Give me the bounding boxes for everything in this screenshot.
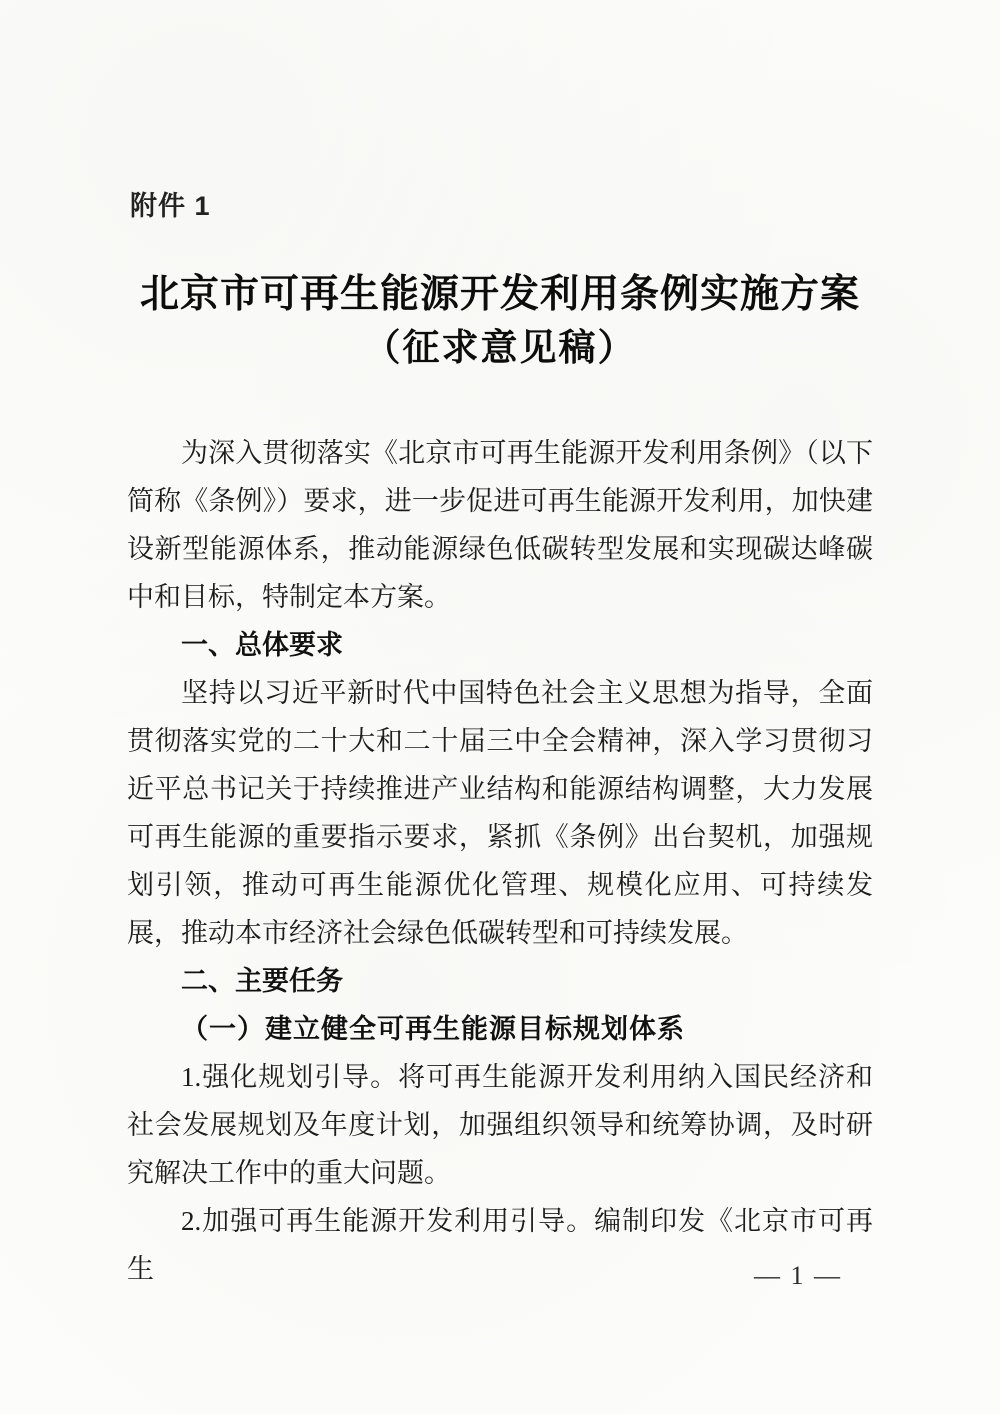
attachment-label: 附件 1 <box>130 191 211 221</box>
section-heading-main-tasks: 二、主要任务 <box>181 966 343 996</box>
document-body <box>127 429 873 1293</box>
paragraph-task-1: 1.强化规划引导。将可再生能源开发利用纳入国民经济和社会发展规划及年度计划，加强组织领导和统筹协调，及时研究解决工作中的重大问题。 <box>127 1062 873 1188</box>
intro-paragraph: 为深入贯彻落实《北京市可再生能源开发利用条例》（以下简称《条例》）要求，进一步促进可再生能源开发利用，加快建设新型能源体系，推动能源绿色低碳转型发展和实现碳达峰碳中和目标，特制定本方案。 <box>127 438 873 612</box>
title-line-1: 北京市可再生能源开发利用条例实施方案 <box>139 273 860 316</box>
document-title <box>0 268 1000 376</box>
page-number: — 1 — <box>754 1261 842 1290</box>
subsection-heading-planning-system: （一）建立健全可再生能源目标规划体系 <box>181 1014 685 1044</box>
section-heading-overall-requirements: 一、总体要求 <box>181 630 343 660</box>
paragraph-overall-requirements: 坚持以习近平新时代中国特色社会主义思想为指导，全面贯彻落实党的二十大和二十届三中全会精神，深入学习贯彻习近平总书记关于持续推进产业结构和能源结构调整，大力发展可再生能源的重要指示要求，紧抓《条例》出台契机，加强规划引领，推动可再生能源优化管理、规模化应用、可持续发展，推动本市经济社会绿色低碳转型和可持续发展。 <box>127 678 873 948</box>
title-line-2: （征求意见稿） <box>363 328 637 369</box>
paragraph-task-2: 2.加强可再生能源开发利用引导。编制印发《北京市可再生 <box>127 1206 873 1284</box>
